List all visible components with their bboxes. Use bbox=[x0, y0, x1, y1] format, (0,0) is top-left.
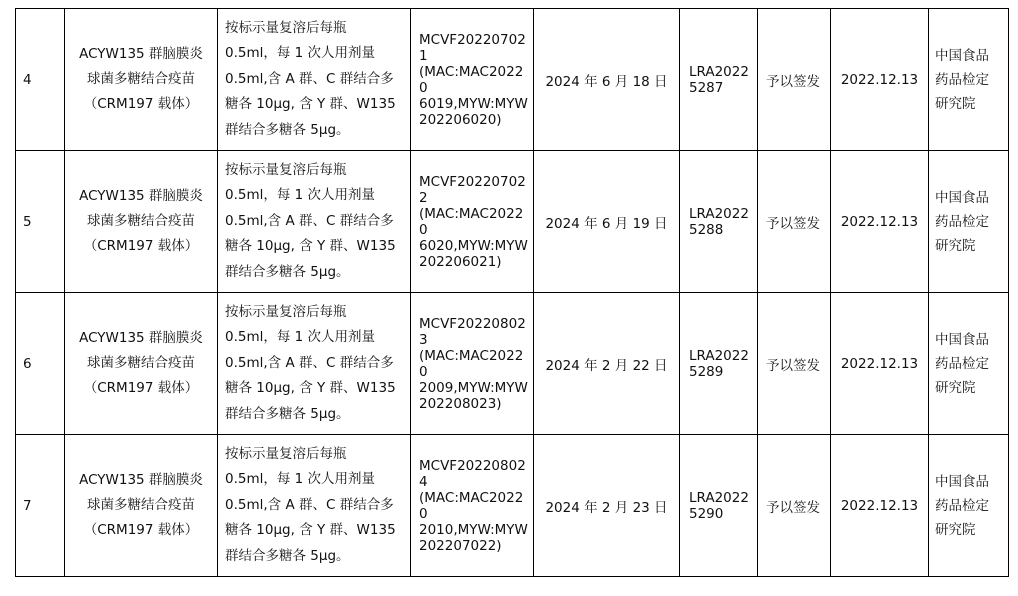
table-row bbox=[16, 9, 1009, 151]
product-name-cell: ACYW135 群脑膜炎 球菌多糖结合疫苗 （CRM197 载体） bbox=[65, 293, 218, 435]
row-number-cell: 7 bbox=[16, 435, 65, 577]
batch-number-cell: MCVF202208023 (MAC:MAC20220 2009,MYW:MYW 202208023) bbox=[411, 293, 534, 435]
release-date-cell: 2022.12.13 bbox=[831, 9, 929, 151]
table-row bbox=[16, 435, 1009, 577]
release-date-cell: 2022.12.13 bbox=[831, 151, 929, 293]
product-name-cell: ACYW135 群脑膜炎 球菌多糖结合疫苗 （CRM197 载体） bbox=[65, 9, 218, 151]
batch-number-cell: MCVF202208024 (MAC:MAC20220 2010,MYW:MYW 202207022) bbox=[411, 435, 534, 577]
product-name-cell: ACYW135 群脑膜炎 球菌多糖结合疫苗 （CRM197 载体） bbox=[65, 435, 218, 577]
specification-cell: 按标示量复溶后每瓶 0.5ml，每 1 次人用剂量 0.5ml,含 A 群、C 群结合多 糖各 10μg, 含 Y 群、W135 群结合多糖各 5μg。 bbox=[218, 435, 411, 577]
certificate-number-cell: LRA2022 5290 bbox=[680, 435, 758, 577]
expiry-date-cell: 2024 年 6 月 18 日 bbox=[534, 9, 680, 151]
specification-cell: 按标示量复溶后每瓶 0.5ml，每 1 次人用剂量 0.5ml,含 A 群、C 群结合多 糖各 10μg, 含 Y 群、W135 群结合多糖各 5μg。 bbox=[218, 9, 411, 151]
release-result-cell: 予以签发 bbox=[758, 9, 831, 151]
issuing-agency-cell: 中国食品 药品检定 研究院 bbox=[929, 9, 1009, 151]
issuing-agency-cell: 中国食品 药品检定 研究院 bbox=[929, 151, 1009, 293]
batch-number-cell: MCVF202207022 (MAC:MAC20220 6020,MYW:MYW 202206021) bbox=[411, 151, 534, 293]
release-result-cell: 予以签发 bbox=[758, 293, 831, 435]
expiry-date-cell: 2024 年 2 月 23 日 bbox=[534, 435, 680, 577]
certificate-number-cell: LRA2022 5288 bbox=[680, 151, 758, 293]
table-row bbox=[16, 151, 1009, 293]
row-number-cell: 4 bbox=[16, 9, 65, 151]
specification-cell: 按标示量复溶后每瓶 0.5ml，每 1 次人用剂量 0.5ml,含 A 群、C 群结合多 糖各 10μg, 含 Y 群、W135 群结合多糖各 5μg。 bbox=[218, 293, 411, 435]
batch-release-table bbox=[15, 8, 1009, 577]
issuing-agency-cell: 中国食品 药品检定 研究院 bbox=[929, 435, 1009, 577]
release-result-cell: 予以签发 bbox=[758, 435, 831, 577]
batch-number-cell: MCVF202207021 (MAC:MAC20220 6019,MYW:MYW 202206020) bbox=[411, 9, 534, 151]
row-number-cell: 6 bbox=[16, 293, 65, 435]
product-name-cell: ACYW135 群脑膜炎 球菌多糖结合疫苗 （CRM197 载体） bbox=[65, 151, 218, 293]
specification-cell: 按标示量复溶后每瓶 0.5ml，每 1 次人用剂量 0.5ml,含 A 群、C 群结合多 糖各 10μg, 含 Y 群、W135 群结合多糖各 5μg。 bbox=[218, 151, 411, 293]
row-number-cell: 5 bbox=[16, 151, 65, 293]
expiry-date-cell: 2024 年 6 月 19 日 bbox=[534, 151, 680, 293]
certificate-number-cell: LRA2022 5287 bbox=[680, 9, 758, 151]
release-result-cell: 予以签发 bbox=[758, 151, 831, 293]
certificate-number-cell: LRA2022 5289 bbox=[680, 293, 758, 435]
expiry-date-cell: 2024 年 2 月 22 日 bbox=[534, 293, 680, 435]
table-row bbox=[16, 293, 1009, 435]
release-date-cell: 2022.12.13 bbox=[831, 435, 929, 577]
release-date-cell: 2022.12.13 bbox=[831, 293, 929, 435]
issuing-agency-cell: 中国食品 药品检定 研究院 bbox=[929, 293, 1009, 435]
